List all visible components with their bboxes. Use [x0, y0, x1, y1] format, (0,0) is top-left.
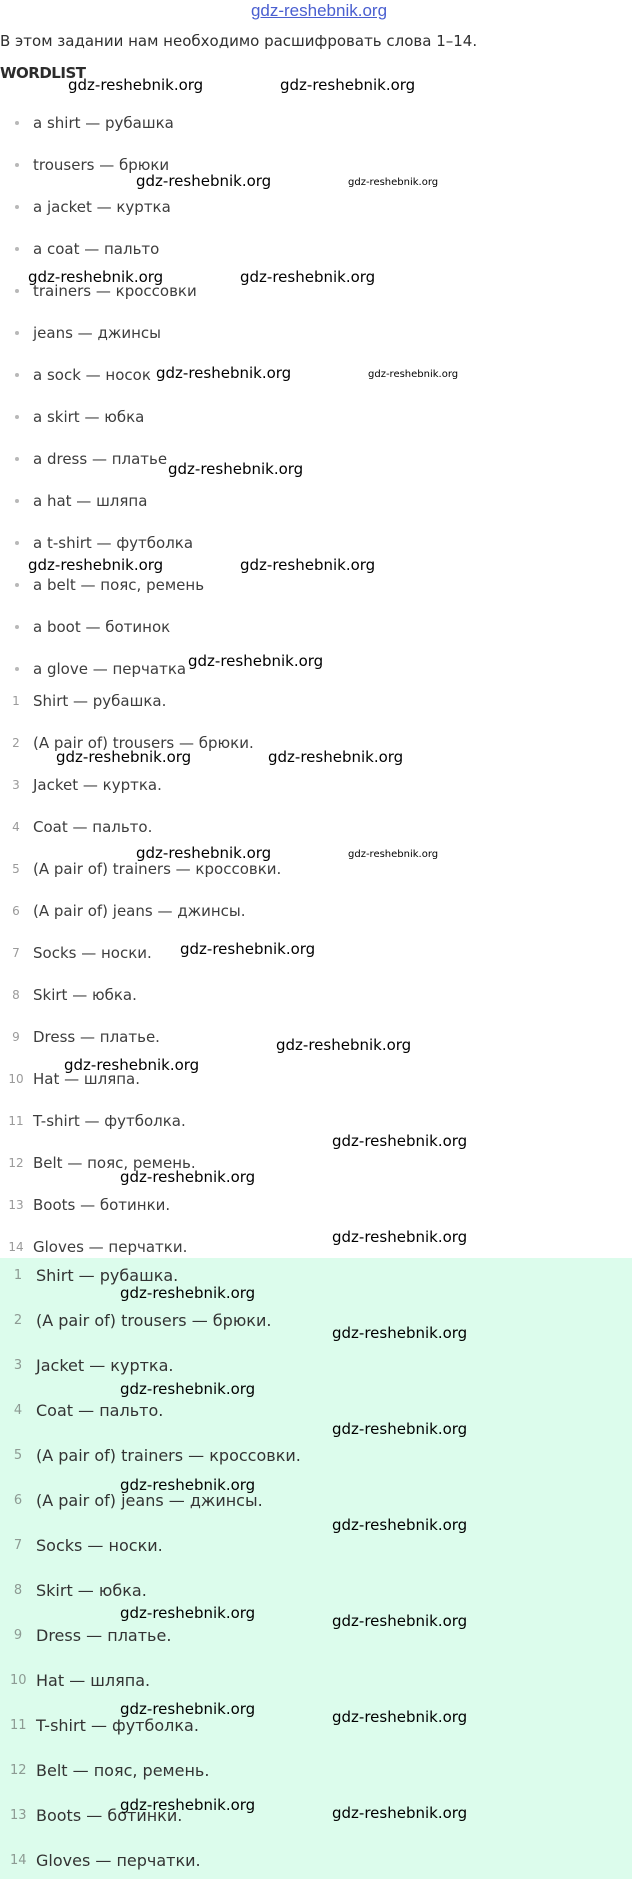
watermark: gdz-reshebnik.org — [240, 268, 376, 286]
bullet-icon — [15, 205, 19, 209]
watermark: gdz-reshebnik.org — [188, 652, 324, 670]
watermark: gdz-reshebnik.org — [28, 268, 164, 286]
watermark: gdz-reshebnik.org — [120, 1796, 256, 1814]
watermark: gdz-reshebnik.org — [28, 556, 164, 574]
watermark: gdz-reshebnik.org — [156, 364, 292, 382]
bullet-icon — [15, 163, 19, 167]
bullet-icon — [15, 667, 19, 671]
bullet-icon — [15, 499, 19, 503]
intro-text: В этом задании нам необходимо расшифровать слова 1–14. — [0, 32, 478, 50]
watermark: gdz-reshebnik.org — [64, 1056, 200, 1074]
bullet-icon — [15, 625, 19, 629]
watermark: gdz-reshebnik.org — [120, 1380, 256, 1398]
bullet-icon — [15, 289, 19, 293]
watermark: gdz-reshebnik.org — [332, 1708, 468, 1726]
watermark: gdz-reshebnik.org — [332, 1228, 468, 1246]
site-link[interactable]: gdz-reshebnik.org — [250, 1, 388, 20]
watermark: gdz-reshebnik.org — [120, 1700, 256, 1718]
answer-block: 1 Shirt — рубашка. 2 (A pair of) trousers — брюки. 3 Jacket — куртка. 4 Coat — пальто. 5 (A pair of) trainers — кроссовки. 6 (A pair of) jeans — джинсы. 7 Socks — носки. 8 Skirt — юбка. 9 Dress — платье. 10 Hat — шляпа. 11 T-shirt — футболка. 12 Belt — пояс, ремень. 13 Boots — ботинки. 14 Gloves — перчатки. — [0, 1258, 632, 1879]
watermark: gdz-reshebnik.org — [120, 1168, 256, 1186]
watermark: gdz-reshebnik.org — [348, 849, 439, 860]
bullet-icon — [15, 331, 19, 335]
watermark: gdz-reshebnik.org — [332, 1804, 468, 1822]
watermark: gdz-reshebnik.org — [120, 1284, 256, 1302]
bullet-icon — [15, 415, 19, 419]
watermark: gdz-reshebnik.org — [120, 1604, 256, 1622]
bullet-icon — [15, 541, 19, 545]
watermark: gdz-reshebnik.org — [136, 844, 272, 862]
bullet-icon — [15, 121, 19, 125]
watermark: gdz-reshebnik.org — [120, 1476, 256, 1494]
watermark: gdz-reshebnik.org — [136, 172, 272, 190]
bullet-icon — [15, 583, 19, 587]
watermark: gdz-reshebnik.org — [68, 76, 204, 94]
watermark: gdz-reshebnik.org — [180, 940, 316, 958]
watermark: gdz-reshebnik.org — [168, 460, 304, 478]
watermark: gdz-reshebnik.org — [268, 748, 404, 766]
bullet-icon — [15, 457, 19, 461]
bullet-icon — [15, 373, 19, 377]
watermark: gdz-reshebnik.org — [368, 369, 459, 380]
watermark: gdz-reshebnik.org — [332, 1132, 468, 1150]
watermark: gdz-reshebnik.org — [240, 556, 376, 574]
watermark: gdz-reshebnik.org — [56, 748, 192, 766]
watermark: gdz-reshebnik.org — [280, 76, 416, 94]
watermark: gdz-reshebnik.org — [332, 1324, 468, 1342]
watermark: gdz-reshebnik.org — [348, 177, 439, 188]
watermark: gdz-reshebnik.org — [332, 1516, 468, 1534]
wordlist-heading: WORDLIST — [0, 64, 86, 82]
watermark: gdz-reshebnik.org — [276, 1036, 412, 1054]
bullet-icon — [15, 247, 19, 251]
watermark: gdz-reshebnik.org — [332, 1420, 468, 1438]
watermark: gdz-reshebnik.org — [332, 1612, 468, 1630]
